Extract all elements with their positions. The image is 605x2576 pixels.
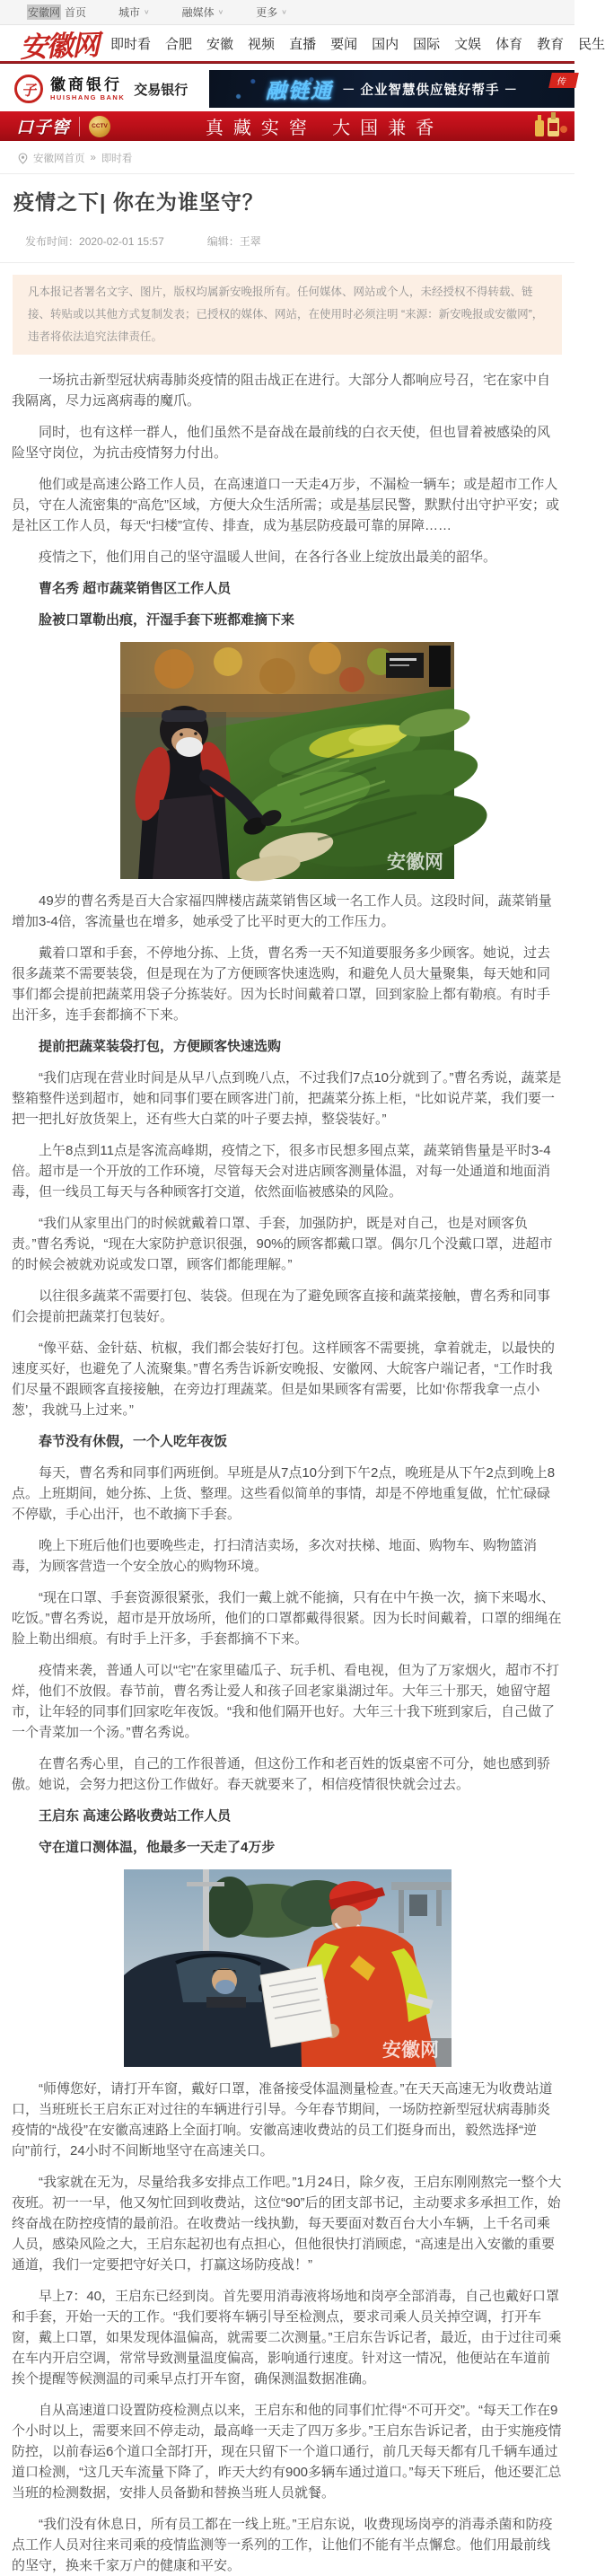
article-body xyxy=(0,355,574,2576)
utility-menu-media[interactable]: 融媒体 ∨ xyxy=(181,6,224,19)
photo-watermark: 安徽网 xyxy=(381,2040,439,2061)
article-paragraph: 晚上下班后他们也要晚些走，打扫清洁卖场，多次对扶梯、地面、购物车、购物篮消毒，为顾客营造一个安全放心的购物环境。 xyxy=(12,1538,538,1574)
ad-divider xyxy=(79,117,80,136)
nav-item-guonei[interactable]: 国内 xyxy=(372,36,399,52)
article-paragraph: “现在口罩、手套资源很紧张，我们一戴上就不能摘，只有在中午换一次，摘下来喝水、吃饭。”曹名秀说，超市是开放场所，他们的口罩都戴得很紧。因为长时间戴着，口罩的细绳在脸上勒出细痕。有时手上汗多，手套都摘不下来。 xyxy=(12,1590,562,1647)
article-title: 疫情之下| 你在为谁坚守？ xyxy=(13,190,264,214)
article-paragraph: 以往很多蔬菜不需要打包、装袋。但现在为了避免顾客直接和蔬菜接触，曹名秀和同事们会提前把蔬菜打包装好。 xyxy=(12,1288,551,1324)
article-paragraph: 上午8点到11点是客流高峰期，疫情之下，很多市民想多囤点菜，蔬菜销售量是平时3-4倍。超市是一个开放的工作环境，尽管每天会对进店顾客测量体温，对每一处通道和地面消毒，但一线员工每天与各种顾客打交道，依然面临被感染的风险。 xyxy=(12,1143,551,1200)
bank-ad-banner[interactable] xyxy=(0,70,574,108)
nav-item-jishikan[interactable]: 即时看 xyxy=(110,36,152,52)
article-paragraph: “我们没有休息日，所有员工都在一线上班。”王启东说，收费现场岗亭的消毒杀菌和防疫点工作人员对往来司乘的疫情监测等一系列的工作，让他们不能有半点懈怠。他们用最前线的坚守，换来千家万户的健康和平安。 xyxy=(12,2517,553,2573)
article-paragraph: 同时，也有这样一群人，他们虽然不是奋战在最前线的白衣天使，但也冒着被感染的风险坚守岗位，为抗击疫情努力付出。 xyxy=(12,425,551,461)
section-heading: 春节没有休假，一个人吃年夜饭 xyxy=(39,1434,228,1449)
article-paragraph: 49岁的曹名秀是百大合家福四牌楼店蔬菜销售区域一名工作人员。这段时间，蔬菜销量增加3-4倍，客流量也在增多，她承受了比平时更大的工作压力。 xyxy=(12,893,552,929)
publish-time-value: 2020-02-01 15:57 xyxy=(79,235,164,248)
bank-ad-ribbon: 传 xyxy=(548,73,579,88)
liquor-brand-logo: 口子窖 xyxy=(16,118,71,137)
breadcrumb xyxy=(0,141,574,174)
article-paragraph: 自从高速道口设置防疫检测点以来，王启东和他的同事们忙得“不可开交”。“每天工作在9个小时以上，需要来回不停走动，最高峰一天走了四万多步。”王启东告诉记者，由于实施疫情防控，以前春运6个道口全部打开，现在只留下一个道口通行，前几天每天都有几千辆车通过道口检测，“这几天车流量下降了，昨天大约有900多辆车通过道口。”每天下班后，他还要汇总当班的检测数据，安排人员备勤和替换当班人员就餐。 xyxy=(12,2403,562,2501)
section-heading-person1: 曹名秀 超市蔬菜销售区工作人员 xyxy=(39,581,232,596)
utility-menu-more[interactable]: 更多 ∨ xyxy=(256,6,287,19)
bank-logo-icon: 子 xyxy=(14,75,43,103)
article-paragraph: “我家就在无为，尽量给我多安排点工作吧。”1月24日，除夕夜，王启东刚刚熬完一整个大夜班。初一一早，他又匆忙回到收费站，这位“90”后的团支部书记，主动要求多承担工作，始终奋战在防控疫情的最前沿。在收费站一线执勤，每天要面对数百台大小车辆，上千名司乘人员，感染风险之大，王启东起初也有点担心，但他很快打消顾虑，“高速是出入安徽的重要通道，我们一定要把守好关口，打赢这场防疫战！” xyxy=(12,2175,562,2273)
copyright-notice: 凡本报记者署名文字、图片，版权均属新安晚报所有。任何媒体、网站或个人，未经授权不得转载、链接、转贴或以其他方式复制发表；已授权的媒体、网站，在使用时必须注明 “来源：新安晚报或安徽网”，违者将依法追究法律责任。 xyxy=(13,275,562,355)
article-meta xyxy=(0,215,574,263)
bank-ad-product-name: 融链通 xyxy=(265,78,333,102)
breadcrumb-separator: » xyxy=(90,153,96,163)
article-paragraph: “我们从家里出门的时候就戴着口罩、手套，加强防护，既是对自己，也是对顾客负责。”曹名秀说，“现在大家防护意识很强，90%的顾客都戴口罩。偶尔几个没戴口罩，进超市的时候会被就劝说或发口罩，顾客们都能理解。” xyxy=(12,1216,553,1272)
article-paragraph: “师傅您好，请打开车窗，戴好口罩，准备接受体温测量检查。”在天天高速无为收费站道口，当班班长王启东正对过往的车辆进行引导。今年春节期间，一场防控新型冠状病毒肺炎疫情的“战役”在安徽高速路上全面打响。安徽高速收费站的员工们挺身而出，毅然选择“逆向”前行，24小时不间断地坚守在高速关口。 xyxy=(12,2081,553,2158)
article-paragraph: 一场抗击新型冠状病毒肺炎疫情的阻击战正在进行。大部分人都响应号召，宅在家中自我隔离，尽力远离病毒的魔爪。 xyxy=(12,373,551,409)
article-paragraph: 疫情之下，他们用自己的坚守温暖人世间，在各行各业上绽放出最美的韶华。 xyxy=(39,549,497,565)
chevron-down-icon: ∨ xyxy=(144,8,150,16)
bank-product-label: 交易银行 xyxy=(134,82,189,98)
article-paragraph: “我们店现在营业时间是从早八点到晚八点，不过我们7点10分就到了。”曹名秀说，蔬菜是整箱整件送到超市，她和同事们要在顾客进门前，把蔬菜分拣上柜，“比如说芹菜，我们要一把一把扎好放货架上，还有些大白菜的叶子要去掉，整袋装好。” xyxy=(12,1070,562,1127)
section-heading: 守在道口测体温，他最多一天走了4万步 xyxy=(39,1840,276,1855)
site-logo[interactable]: 安徽网 xyxy=(19,28,99,65)
editor-label: 编辑： xyxy=(206,235,240,248)
nav-item-video[interactable]: 视频 xyxy=(248,36,276,52)
nav-item-hefei[interactable]: 合肥 xyxy=(165,36,193,52)
article-paragraph: 疫情来袭，普通人可以“宅”在家里磕瓜子、玩手机、看电视，但为了万家烟火，超市不打烊，他们不放假。春节前，曹名秀让爱人和孩子回老家巢湖过年。大年三十那天，她留守超市，让年轻的同事们回家吃年夜饭。“我和他们隔开也好。大年三十我下班到家后，自己做了一个青菜加一个汤。”曹名秀说。 xyxy=(12,1663,559,1740)
utility-menu-city[interactable]: 城市 ∨ xyxy=(118,6,150,19)
liquor-ad-banner[interactable] xyxy=(0,111,574,141)
article-paragraph: 戴着口罩和手套，不停地分拣、上货，曹名秀一天不知道要服务多少顾客。她说，过去很多蔬菜不需要装袋，但是现在为了方便顾客快速选购，和避免人员大量聚集，每天她和同事们都会提前把蔬菜用袋子分拣装好。因为长时间戴着口罩，回到家脸上都有勒痕。有时手出汗多，连手套都摘不下来。 xyxy=(12,945,551,1023)
photo-toll-station-worker xyxy=(124,1869,452,2067)
nav-item-yaowen[interactable]: 要闻 xyxy=(330,36,358,52)
nav-item-minsheng[interactable]: 民生 xyxy=(578,36,605,52)
bank-logo-block xyxy=(0,70,209,108)
liquor-bottles-graphic xyxy=(531,111,567,141)
utility-bar xyxy=(0,0,574,25)
nav-item-tiyu[interactable]: 体育 xyxy=(495,36,523,52)
location-pin-icon xyxy=(18,153,28,164)
section-heading: 提前把蔬菜装袋打包，方便顾客快速选购 xyxy=(39,1039,282,1054)
utility-home-rest: 首页 xyxy=(65,6,87,19)
article-paragraph: “像平菇、金针菇、杭椒，我们都会装好打包。这样顾客不需要挑，拿着就走，以最快的速度买好，也避免了人流聚集。”曹名秀告诉新安晚报、安徽网、大皖客户端记者，“工作时我们尽量不跟顾客直接接触，在旁边打理蔬菜。但是如果顾客有需要，比如‘你帮我拿一点小葱’，我就马上过来。” xyxy=(12,1341,555,1418)
bank-ad-creative xyxy=(209,70,574,108)
utility-home-highlight: 安徽网 xyxy=(28,6,61,19)
editor-name: 王翠 xyxy=(239,235,261,248)
section-heading-person2: 王启东 高速公路收费站工作人员 xyxy=(39,1808,232,1824)
bank-ad-slogan: － 企业智慧供应链好帮手 － xyxy=(341,83,519,98)
chevron-down-icon: ∨ xyxy=(281,8,287,16)
nav-item-wenyu[interactable]: 文娱 xyxy=(454,36,482,52)
article-paragraph: 在曹名秀心里，自己的工作很普通，但这份工作和老百姓的饭桌密不可分，她也感到骄傲。她说，会努力把这份工作做好。春天就要来了，相信疫情很快就会过去。 xyxy=(12,1756,551,1792)
liquor-ad-slogan: 真藏实窖 大国兼香 xyxy=(205,117,444,138)
section-heading: 脸被口罩勒出痕，汗湿手套下班都难摘下来 xyxy=(39,612,295,628)
utility-home-link[interactable] xyxy=(27,4,86,20)
article-paragraph: 每天，曹名秀和同事们两班倒。早班是从7点10分到下午2点，晚班是从下午2点到晚上8点。上班期间，她分拣、上货、整理。这些看似简单的事情，却是不停地重复做，忙忙碌碌不停歇，手心出汗，也不敢摘下手套。 xyxy=(12,1465,556,1522)
bank-name-en: HUISHANG BANK xyxy=(50,92,126,101)
chevron-down-icon: ∨ xyxy=(217,8,224,16)
nav-item-guoji[interactable]: 国际 xyxy=(413,36,441,52)
photo-watermark: 安徽网 xyxy=(387,852,443,873)
nav-item-jiaoyu[interactable]: 教育 xyxy=(537,36,565,52)
photo-supermarket-worker xyxy=(120,642,454,879)
article-paragraph: 他们或是高速公路工作人员，在高速道口一天走4万步，不漏检一辆车；或是超市工作人员，守在人流密集的“高危”区域，方便大众生活所需；或是基层民警，默默付出守护平安；或是社区工作人员，每天“扫楼”宣传、排查，成为基层防疫最可靠的屏障…… xyxy=(12,477,559,533)
breadcrumb-home-link[interactable]: 安徽网首页 xyxy=(33,154,85,164)
main-nav xyxy=(110,34,605,53)
masthead xyxy=(0,25,605,65)
publish-time-label: 发布时间： xyxy=(25,235,80,248)
nav-item-anhui[interactable]: 安徽 xyxy=(206,36,234,52)
bank-name-cn: 徽商银行 xyxy=(50,75,122,93)
nav-item-live[interactable]: 直播 xyxy=(289,36,317,52)
breadcrumb-current[interactable]: 即时看 xyxy=(101,154,133,164)
article-paragraph: 早上7：40，王启东已经到岗。首先要用消毒液将场地和岗亭全部消毒，自己也戴好口罩和手套，开始一天的工作。“我们要将车辆引导至检测点，要求司乘人员关掉空调，打开车窗，戴上口罩，如果发现体温偏高，就需要二次测量。”王启东告诉记者，最近，由于过往司乘在车内开启空调，常常导致测量温度偏高，影响通行速度。针对这一情况，他便站在车道前挨个提醒等候测温的司乘早点打开车窗，确保测温数据准确。 xyxy=(12,2289,562,2387)
cctv-logo: CCTV xyxy=(89,116,110,137)
